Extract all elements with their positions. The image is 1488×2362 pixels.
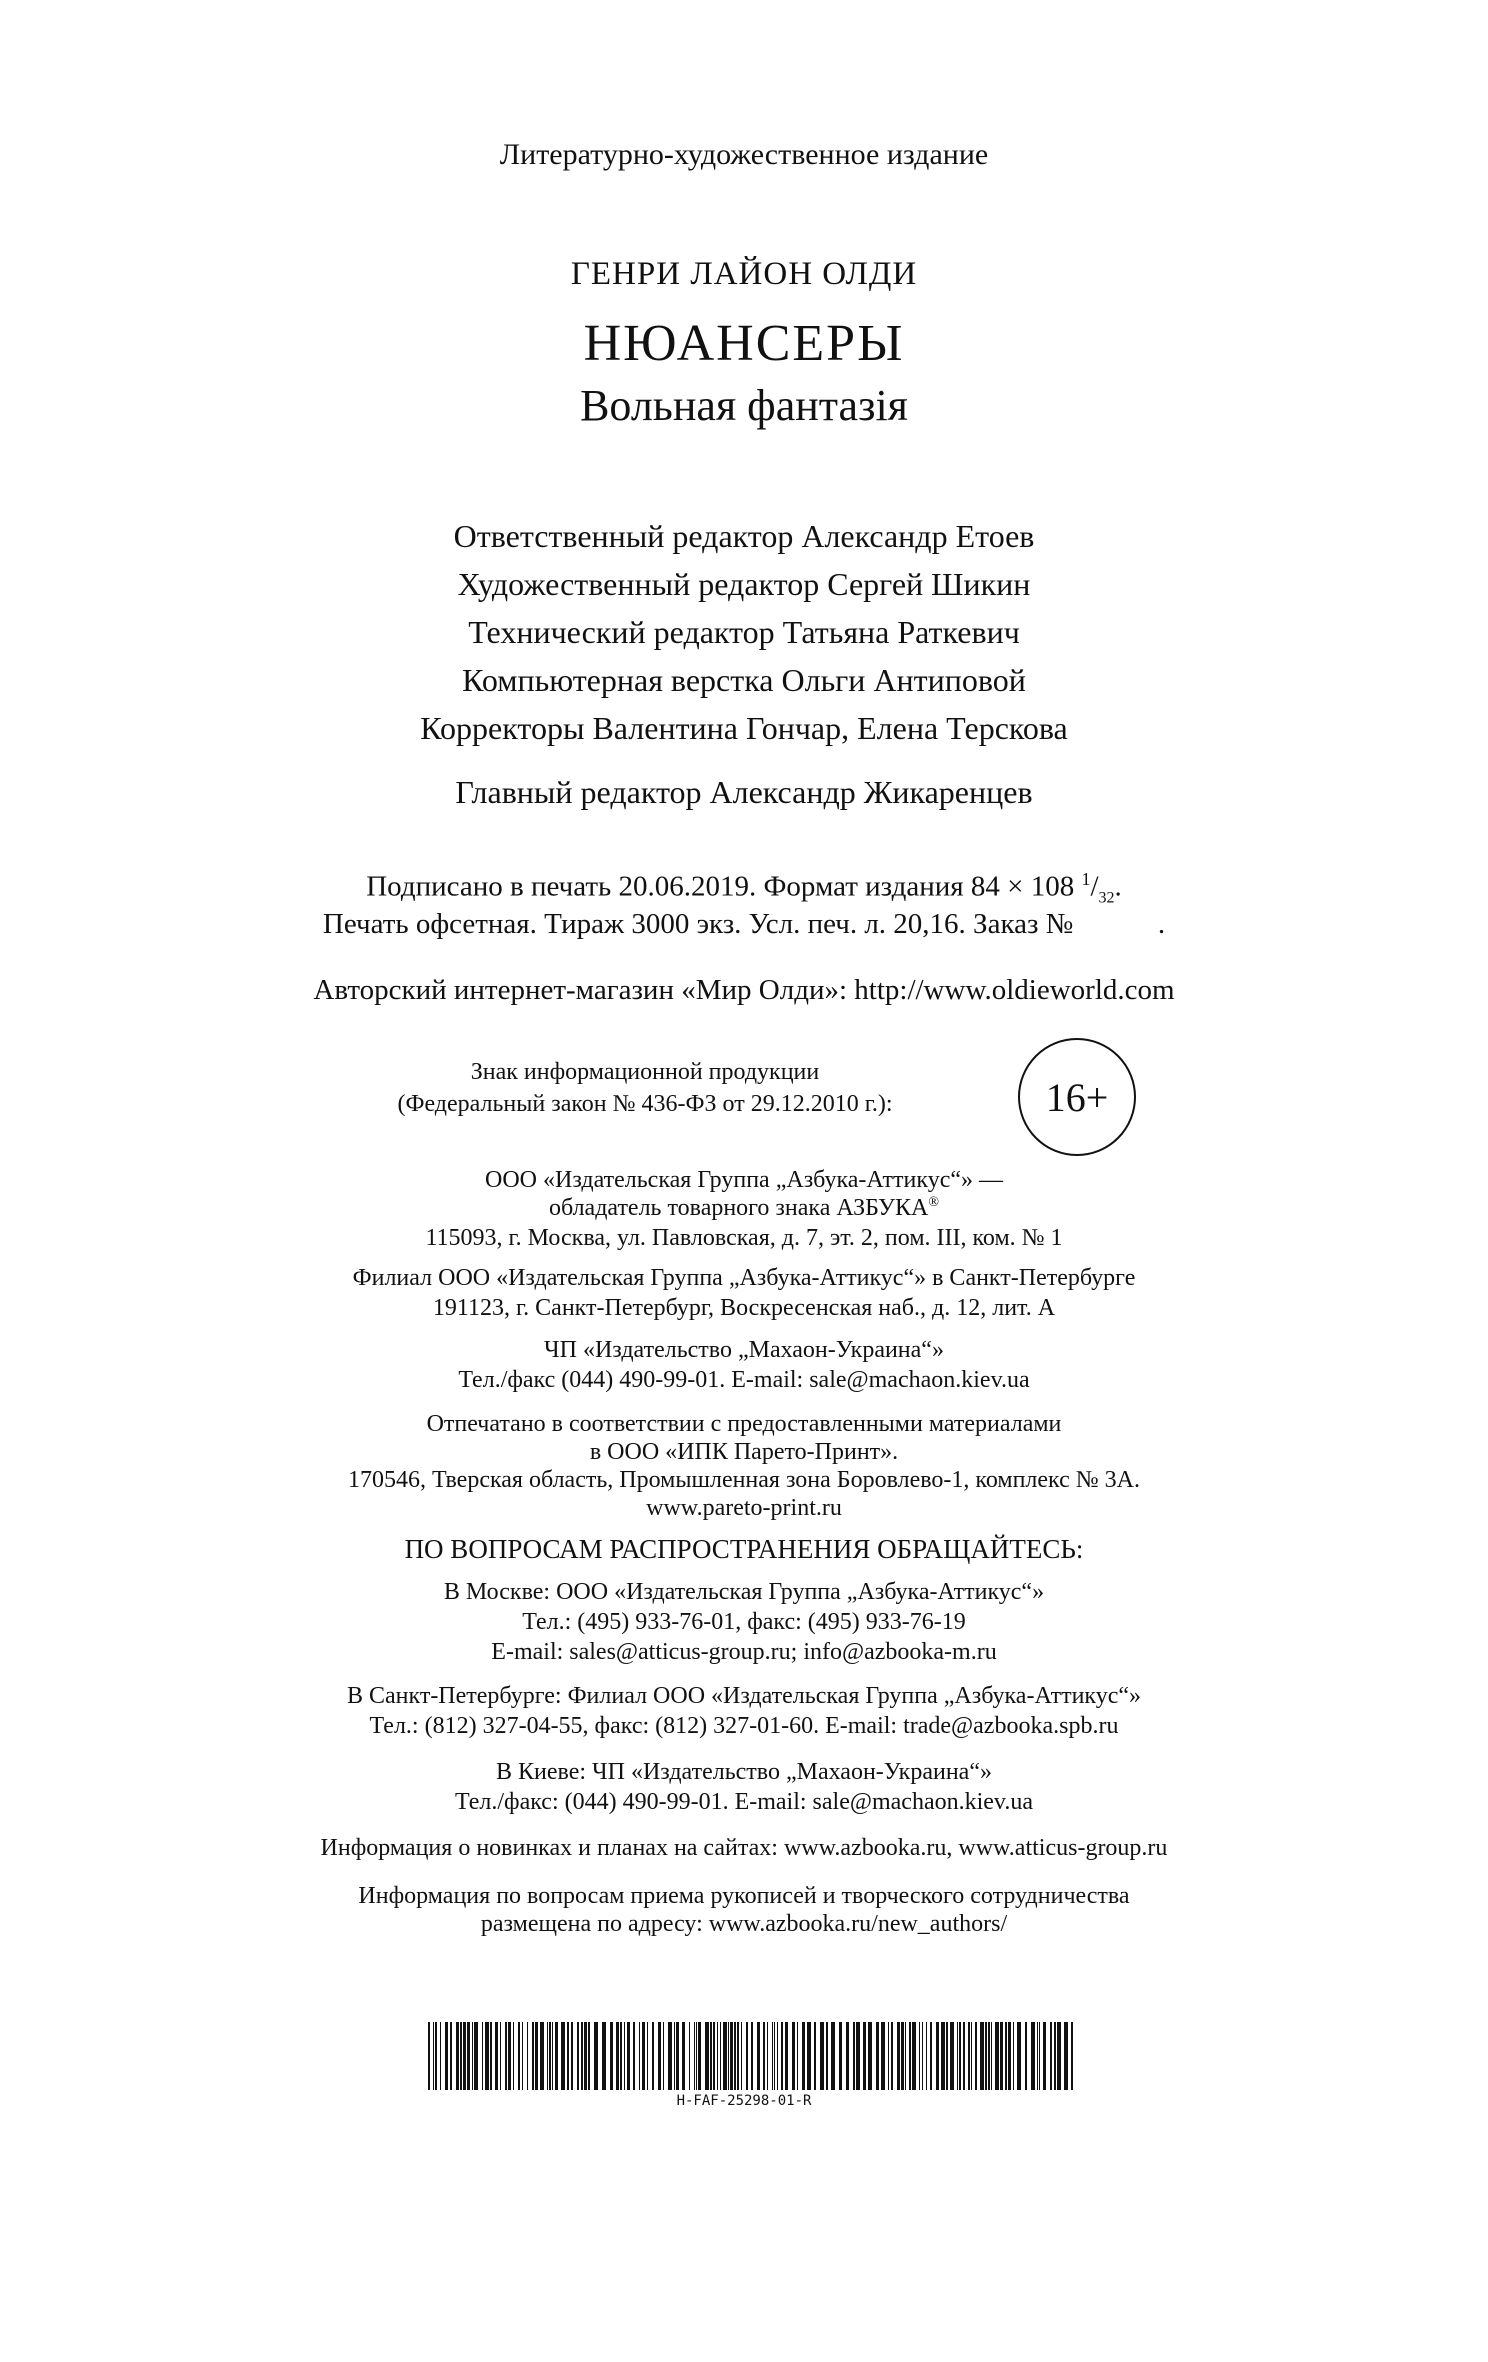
barcode-bar bbox=[968, 2022, 970, 2090]
barcode-bar bbox=[839, 2022, 842, 2090]
barcode-bar bbox=[991, 2022, 992, 2090]
barcode-bar bbox=[620, 2022, 622, 2090]
publisher-line bbox=[0, 1196, 1488, 1220]
barcode-bar bbox=[602, 2022, 606, 2090]
barcode-bar bbox=[500, 2022, 501, 2090]
barcode-bar bbox=[797, 2022, 798, 2090]
branch-line: Филиал ООО «Издательская Группа „Азбука-Аттикус“» в Санкт-Петербурге bbox=[352, 1265, 1136, 1291]
barcode-bar bbox=[594, 2022, 598, 2090]
print-info-text: Печать офсетная. Тираж 3000 экз. Усл. печ. л. 20,16. Заказ № bbox=[322, 908, 1074, 940]
barcode-bar bbox=[668, 2022, 672, 2090]
barcode-bar bbox=[474, 2022, 478, 2090]
barcode-bar bbox=[820, 2022, 824, 2090]
barcode-bar bbox=[767, 2022, 768, 2090]
barcode-bar bbox=[518, 2022, 520, 2090]
barcode-bar bbox=[728, 2022, 729, 2090]
format-fraction-denominator: 32 bbox=[1098, 889, 1115, 907]
branch-address: 191123, г. Санкт-Петербург, Воскресенская наб., д. 12, лит. А bbox=[432, 1295, 1056, 1321]
barcode-bar bbox=[445, 2022, 448, 2090]
barcode-bar bbox=[1054, 2022, 1056, 2090]
barcode-bar bbox=[807, 2022, 811, 2090]
barcode-bar bbox=[490, 2022, 492, 2090]
print-info-line-1: Подписано в печать 20.06.2019. Формат издания 84 × 108 $^1/_{32}$. bbox=[366, 869, 1122, 907]
barcode-bar bbox=[763, 2022, 765, 2090]
barcode-bar bbox=[482, 2022, 483, 2090]
barcode-bar bbox=[717, 2022, 718, 2090]
book-title: НЮАНСЕРЫ bbox=[583, 315, 905, 372]
barcode-bar bbox=[647, 2022, 648, 2090]
barcode-bar bbox=[936, 2022, 939, 2090]
barcode-bar bbox=[941, 2022, 945, 2090]
barcode bbox=[428, 2022, 1078, 2090]
chief-editor-line: Главный редактор Александр Жикаренцев bbox=[455, 774, 1033, 810]
age-rating-text: 16+ bbox=[1045, 1074, 1109, 1120]
barcode-bar bbox=[428, 2022, 430, 2090]
barcode-bar bbox=[435, 2022, 437, 2090]
barcode-bar bbox=[856, 2022, 860, 2090]
barcode-bar bbox=[792, 2022, 795, 2090]
barcode-bar bbox=[1025, 2022, 1027, 2090]
barcode-bar bbox=[689, 2022, 690, 2090]
age-mark-label: Знак информационной продукции bbox=[470, 1059, 820, 1085]
barcode-bar bbox=[610, 2022, 613, 2090]
barcode-bar bbox=[549, 2022, 551, 2090]
barcode-bar bbox=[552, 2022, 553, 2090]
staff-line: Ответственный редактор Александр Етоев bbox=[453, 518, 1035, 554]
barcode-bar bbox=[781, 2022, 783, 2090]
barcode-bar bbox=[930, 2022, 932, 2090]
barcode-bar bbox=[741, 2022, 742, 2090]
barcode-bar bbox=[975, 2022, 977, 2090]
barcode-bar bbox=[505, 2022, 507, 2090]
barcode-bar bbox=[901, 2022, 904, 2090]
barcode-bar bbox=[1039, 2022, 1040, 2090]
publisher-line: ООО «Издательская Группа „Азбука-Аттикус“» — bbox=[485, 1167, 1003, 1193]
barcode-bar bbox=[831, 2022, 835, 2090]
barcode-bar bbox=[547, 2022, 548, 2090]
barcode-bar bbox=[513, 2022, 514, 2090]
print-info-text: Подписано в печать 20.06.2019. Формат издания 84 × 108 bbox=[366, 870, 1075, 903]
barcode-bar bbox=[532, 2022, 534, 2090]
barcode-bar bbox=[737, 2022, 739, 2090]
distribution-kiev: Тел./факс: (044) 490-99-01. E-mail: sale@machaon.kiev.ua bbox=[454, 1789, 1034, 1815]
barcode-bar bbox=[868, 2022, 872, 2090]
barcode-bar bbox=[460, 2022, 462, 2090]
barcode-bar bbox=[639, 2022, 640, 2090]
printed-line: в ООО «ИПК Парето-Принт». bbox=[589, 1439, 899, 1465]
registered-mark: ® bbox=[928, 1195, 940, 1210]
barcode-bar bbox=[734, 2022, 736, 2090]
barcode-bar bbox=[980, 2022, 984, 2090]
barcode-bar bbox=[658, 2022, 661, 2090]
barcode-bar bbox=[450, 2022, 452, 2090]
novelties-line: Информация о новинках и планах на сайтах: www.azbooka.ru, www.atticus-group.ru bbox=[320, 1835, 1168, 1861]
printed-line: Отпечатано в соответствии с предоставленными материалами bbox=[426, 1411, 1062, 1437]
distribution-moscow: E-mail: sales@atticus-group.ru; info@azbooka-m.ru bbox=[491, 1639, 997, 1665]
distribution-spb: Тел.: (812) 327-04-55, факс: (812) 327-01-60. E-mail: trade@azbooka.spb.ru bbox=[369, 1713, 1119, 1739]
trademark-text: обладатель товарного знака АЗБУКА bbox=[548, 1195, 929, 1221]
barcode-bar bbox=[698, 2022, 701, 2090]
barcode-bar bbox=[963, 2022, 965, 2090]
barcode-bar bbox=[1017, 2022, 1021, 2090]
distribution-moscow: В Москве: ООО «Издательская Группа „Азбука-Аттикус“» bbox=[443, 1579, 1045, 1605]
machaon-line: ЧП «Издательство „Махаон-Украина“» bbox=[544, 1337, 944, 1363]
barcode-bar bbox=[720, 2022, 721, 2090]
barcode-bar bbox=[584, 2022, 587, 2090]
printed-address: 170546, Тверская область, Промышленная зона Боровлево-1, комплекс № 3А. bbox=[348, 1467, 1140, 1493]
distribution-moscow: Тел.: (495) 933-76-01, факс: (495) 933-76-19 bbox=[522, 1609, 966, 1635]
barcode-bar bbox=[888, 2022, 889, 2090]
barcode-bar bbox=[1050, 2022, 1052, 2090]
barcode-bar bbox=[433, 2022, 434, 2090]
barcode-bar bbox=[1031, 2022, 1035, 2090]
staff-line: Художественный редактор Сергей Шикин bbox=[457, 566, 1031, 602]
barcode-bar bbox=[440, 2022, 441, 2090]
barcode-bar bbox=[463, 2022, 466, 2090]
barcode-bar bbox=[1064, 2022, 1068, 2090]
distribution-spb: В Санкт-Петербурге: Филиал ООО «Издательская Группа „Азбука-Аттикус“» bbox=[346, 1683, 1142, 1709]
barcode-bar bbox=[624, 2022, 625, 2090]
format-fraction-numerator: 1 bbox=[1081, 869, 1091, 889]
age-mark-law: (Федеральный закон № 436-ФЗ от 29.12.2010 г.): bbox=[397, 1091, 893, 1117]
barcode-bar bbox=[642, 2022, 645, 2090]
barcode-bar bbox=[926, 2022, 927, 2090]
barcode-bar bbox=[633, 2022, 635, 2090]
barcode-bar bbox=[1000, 2022, 1003, 2090]
barcode-bar bbox=[522, 2022, 523, 2090]
barcode-bar bbox=[561, 2022, 565, 2090]
barcode-bar bbox=[863, 2022, 866, 2090]
machaon-contact: Тел./факс (044) 490-99-01. E-mail: sale@machaon.kiev.ua bbox=[458, 1367, 1030, 1393]
shop-line: Авторский интернет-магазин «Мир Олди»: http://www.oldieworld.com bbox=[313, 974, 1175, 1006]
barcode-bar bbox=[881, 2022, 885, 2090]
barcode-bar bbox=[802, 2022, 805, 2090]
barcode-bar bbox=[1037, 2022, 1038, 2090]
barcode-bar bbox=[922, 2022, 923, 2090]
barcode-bar bbox=[567, 2022, 569, 2090]
barcode-bar bbox=[751, 2022, 753, 2090]
genre-line: Литературно-художественное издание bbox=[499, 138, 989, 171]
barcode-bar bbox=[971, 2022, 972, 2090]
barcode-bar bbox=[581, 2022, 583, 2090]
barcode-bar bbox=[456, 2022, 459, 2090]
staff-line: Корректоры Валентина Гончар, Елена Терскова bbox=[420, 710, 1068, 746]
printer-website: www.pareto-print.ru bbox=[646, 1495, 842, 1521]
age-rating-badge bbox=[1018, 1038, 1136, 1156]
barcode-bar bbox=[723, 2022, 727, 2090]
barcode-bar bbox=[535, 2022, 538, 2090]
barcode-bar bbox=[912, 2022, 916, 2090]
barcode-bar bbox=[627, 2022, 630, 2090]
barcode-bar bbox=[1008, 2022, 1011, 2090]
barcode-bar bbox=[485, 2022, 489, 2090]
barcode-bar bbox=[1071, 2022, 1073, 2090]
manuscripts-line: размещена по адресу: www.azbooka.ru/new_authors/ bbox=[480, 1911, 1008, 1937]
barcode-bar bbox=[1043, 2022, 1046, 2090]
barcode-bar bbox=[705, 2022, 709, 2090]
print-info-line-2 bbox=[0, 910, 1488, 939]
barcode-bar bbox=[774, 2022, 775, 2090]
barcode-bar bbox=[957, 2022, 958, 2090]
barcode-bar bbox=[785, 2022, 788, 2090]
barcode-bar bbox=[946, 2022, 948, 2090]
staff-line: Технический редактор Татьяна Раткевич bbox=[468, 614, 1020, 650]
barcode-bar bbox=[540, 2022, 544, 2090]
barcode-bar bbox=[897, 2022, 900, 2090]
barcode-bar bbox=[1013, 2022, 1014, 2090]
barcode-bar bbox=[472, 2022, 473, 2090]
barcode-bar bbox=[876, 2022, 879, 2090]
barcode-bar bbox=[571, 2022, 573, 2090]
manuscripts-line: Информация по вопросам приема рукописей и творческого сотрудничества bbox=[358, 1883, 1130, 1909]
barcode-bar bbox=[950, 2022, 954, 2090]
barcode-bar bbox=[985, 2022, 987, 2090]
barcode-bar bbox=[814, 2022, 816, 2090]
distribution-heading: ПО ВОПРОСАМ РАСПРОСТРАНЕНИЯ ОБРАЩАЙТЕСЬ: bbox=[404, 1534, 1084, 1564]
barcode-bar bbox=[909, 2022, 911, 2090]
barcode-bar bbox=[1005, 2022, 1007, 2090]
print-info-end: . bbox=[1157, 908, 1166, 940]
barcode-bar bbox=[508, 2022, 511, 2090]
barcode-bar bbox=[730, 2022, 733, 2090]
barcode-bar bbox=[891, 2022, 893, 2090]
barcode-bar bbox=[674, 2022, 675, 2090]
barcode-bar bbox=[959, 2022, 961, 2090]
barcode-bar bbox=[772, 2022, 773, 2090]
barcode-bar bbox=[696, 2022, 697, 2090]
barcode-bar bbox=[995, 2022, 999, 2090]
barcode-bar bbox=[1057, 2022, 1061, 2090]
barcode-bar bbox=[757, 2022, 760, 2090]
barcode-bar bbox=[652, 2022, 654, 2090]
distribution-kiev: В Киеве: ЧП «Издательство „Махаон-Украина“» bbox=[496, 1759, 992, 1785]
barcode-bar bbox=[710, 2022, 712, 2090]
barcode-bar bbox=[495, 2022, 498, 2090]
barcode-bar bbox=[616, 2022, 619, 2090]
book-subtitle: Вольная фантазія bbox=[580, 381, 908, 430]
barcode-bar bbox=[826, 2022, 828, 2090]
barcode-bar bbox=[846, 2022, 849, 2090]
barcode-number: H-FAF-25298-01-R bbox=[676, 2093, 812, 2109]
barcode-bar bbox=[676, 2022, 679, 2090]
barcode-bar bbox=[663, 2022, 664, 2090]
barcode-bar bbox=[919, 2022, 920, 2090]
barcode-bar bbox=[746, 2022, 748, 2090]
barcode-bar bbox=[777, 2022, 778, 2090]
barcode-bar bbox=[713, 2022, 715, 2090]
barcode-bar bbox=[988, 2022, 990, 2090]
barcode-bar bbox=[527, 2022, 528, 2090]
barcode-bar bbox=[853, 2022, 855, 2090]
author-name: ГЕНРИ ЛАЙОН ОЛДИ bbox=[570, 256, 918, 292]
publisher-address: 115093, г. Москва, ул. Павловская, д. 7, эт. 2, пом. III, ком. № 1 bbox=[425, 1225, 1063, 1251]
barcode-bar bbox=[467, 2022, 470, 2090]
barcode-bar bbox=[577, 2022, 579, 2090]
barcode-bar bbox=[694, 2022, 695, 2090]
barcode-bar bbox=[588, 2022, 590, 2090]
staff-line: Компьютерная верстка Ольги Антиповой bbox=[462, 662, 1026, 698]
barcode-bar bbox=[905, 2022, 906, 2090]
barcode-bar bbox=[555, 2022, 558, 2090]
barcode-bar bbox=[682, 2022, 685, 2090]
